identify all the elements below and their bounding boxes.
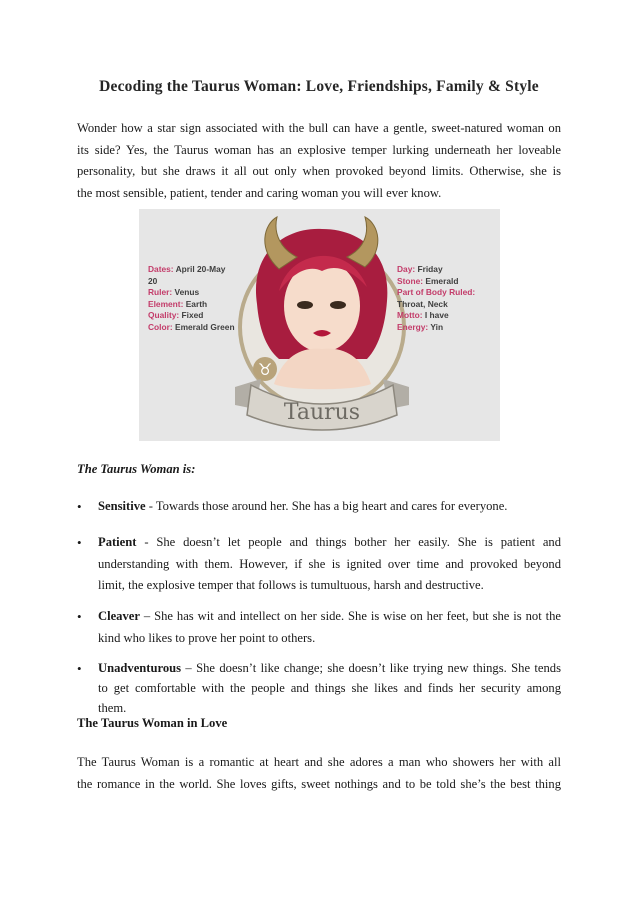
- info-row: Stone: Emerald: [397, 275, 459, 286]
- love-line: The Taurus Woman is a romantic at heart and she adores a man who showers her with all: [77, 755, 561, 769]
- intro-paragraph: [77, 118, 561, 204]
- info-row: Color: Emerald Green: [148, 321, 235, 332]
- info-left-column: [148, 264, 253, 334]
- trait-text: kind who likes to prove her point to others.: [98, 630, 316, 645]
- info-row: Motto: I have: [397, 310, 449, 321]
- trait-text: understanding with them. However, if she is ignited over time and provoked beyond: [98, 556, 561, 571]
- trait-text: – She doesn’t like change; she doesn’t like trying new things. She tends: [181, 661, 561, 675]
- info-row: Part of Body Ruled:: [397, 287, 476, 298]
- page-title: Decoding the Taurus Woman: Love, Friendships, Family & Style: [99, 78, 539, 95]
- trait-text: them.: [98, 701, 127, 715]
- trait-term: Unadventurous: [98, 661, 182, 675]
- info-row: 20: [148, 275, 158, 286]
- trait-term: Cleaver: [98, 609, 140, 623]
- love-paragraph: [77, 752, 561, 795]
- taurus-infographic: [139, 209, 500, 441]
- traits-heading: The Taurus Woman is:: [77, 462, 196, 476]
- info-row: Throat, Neck: [397, 298, 448, 309]
- bullet-icon: •: [77, 609, 82, 624]
- love-section-heading: The Taurus Woman in Love: [77, 716, 228, 730]
- left-eye: [297, 301, 313, 309]
- trait-text: to get comfortable with the people and things she likes and finds her security among: [98, 681, 561, 695]
- bullet-icon: •: [77, 661, 82, 676]
- info-row: Energy: Yin: [397, 321, 444, 332]
- info-row: Element: Earth: [148, 298, 208, 309]
- bullet-icon: •: [77, 499, 82, 514]
- intro-line: the most sensible, patient, tender and caring woman you will ever know.: [77, 185, 442, 200]
- intro-line: its side? Yes, the Taurus woman has an explosive temper lurking underneath her loveable: [77, 142, 561, 157]
- info-row: Day: Friday: [397, 264, 443, 274]
- love-line: the romance in the world. She loves gifts, sweet nothings and to be told she’s the best thing: [77, 776, 561, 791]
- info-row: Dates: April 20-May: [148, 264, 226, 274]
- trait-text: – She has wit and intellect on her side. She is wise on her feet, but she is not the: [139, 609, 561, 623]
- info-right-column: [397, 264, 497, 334]
- info-row: Ruler: Venus: [148, 287, 200, 298]
- bullet-icon: •: [77, 535, 82, 550]
- trait-text: - Towards those around her. She has a big heart and cares for everyone.: [145, 499, 508, 513]
- trait-term: Patient: [98, 535, 137, 549]
- info-row: Quality: Fixed: [148, 310, 204, 321]
- ribbon-label: Taurus: [283, 400, 361, 425]
- trait-text: limit, the explosive temper that follows is tumultuous, harsh and destructive.: [98, 578, 484, 592]
- right-eye: [330, 301, 346, 309]
- trait-text: - She doesn’t let people and things bother her easily. She is patient and: [136, 535, 561, 549]
- trait-term: Sensitive: [98, 499, 146, 513]
- taurus-symbol-icon: ♉: [257, 360, 273, 379]
- intro-line: Wonder how a star sign associated with the bull can have a gentle, sweet-natured woman on: [77, 121, 561, 135]
- intro-line: personality, but she draws it all out only when provoked beyond limits. Otherwise, she is: [77, 164, 561, 178]
